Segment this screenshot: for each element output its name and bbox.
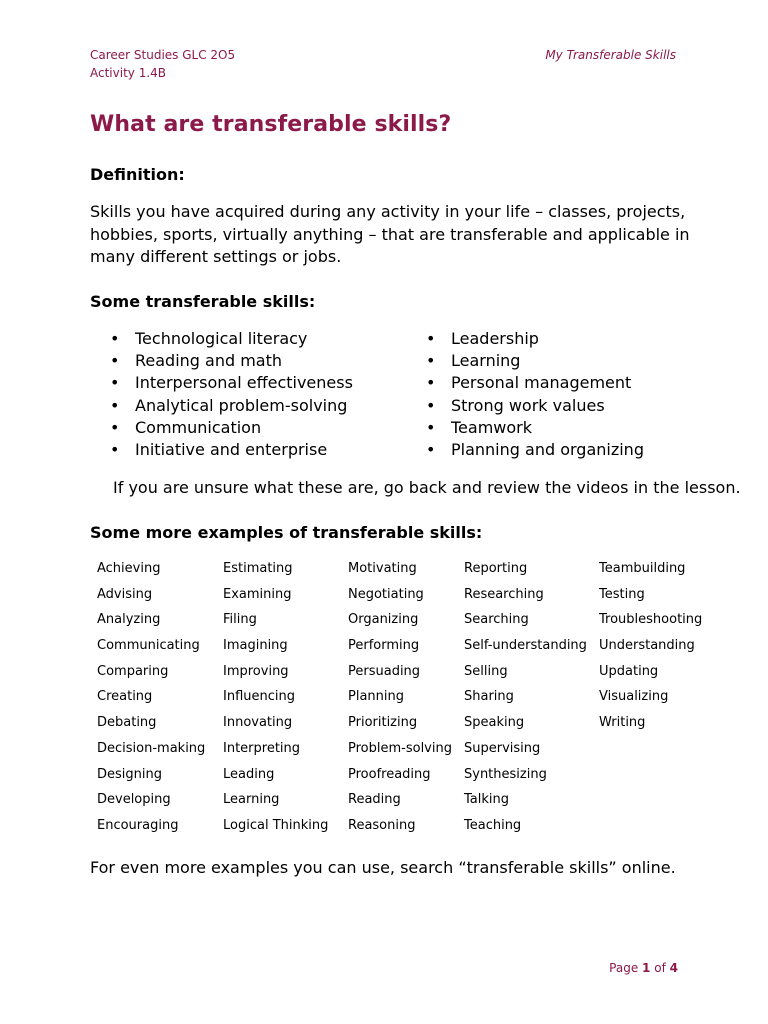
page-title: What are transferable skills? xyxy=(90,112,452,137)
example-skill: Logical Thinking xyxy=(223,817,329,833)
example-skill: Proofreading xyxy=(348,766,431,782)
list-item: • Learning xyxy=(426,351,521,371)
example-skill: Talking xyxy=(464,792,509,808)
example-skill: Decision-making xyxy=(97,740,206,756)
example-skill: Understanding xyxy=(599,638,695,654)
example-skill: Creating xyxy=(97,689,153,705)
current-page: 1 xyxy=(642,961,651,975)
example-skill: Testing xyxy=(599,586,645,602)
skills-list-right xyxy=(406,328,706,461)
example-skill: Debating xyxy=(97,715,157,731)
list-item: • Strong work values xyxy=(426,395,605,415)
example-skill: Advising xyxy=(97,586,153,602)
example-skill: Negotiating xyxy=(348,586,424,602)
example-skill: Self-understanding xyxy=(464,638,587,654)
example-skill: Interpreting xyxy=(223,740,301,756)
closing-note: For even more examples you can use, search “transferable skills” online. xyxy=(90,858,676,877)
example-skill: Imagining xyxy=(223,638,288,654)
example-skill: Encouraging xyxy=(97,817,179,833)
skills-list-left xyxy=(90,328,410,461)
example-skill: Analyzing xyxy=(97,612,161,628)
example-skill: Innovating xyxy=(223,715,293,731)
list-item: • Initiative and enterprise xyxy=(110,439,328,459)
example-skill: Selling xyxy=(464,663,508,679)
examples-column-1 xyxy=(97,556,205,839)
example-skill: Reading xyxy=(348,792,401,808)
example-skill: Prioritizing xyxy=(348,715,418,731)
total-pages: 4 xyxy=(669,961,678,975)
list-item: • Communication xyxy=(110,417,262,437)
example-skill: Performing xyxy=(348,638,420,654)
example-skill: Persuading xyxy=(348,663,421,679)
example-skill: Designing xyxy=(97,766,162,782)
more-examples-heading: Some more examples of transferable skills: xyxy=(90,523,483,542)
example-skill: Supervising xyxy=(464,740,541,756)
example-skill: Filing xyxy=(223,612,257,628)
page-word: Page xyxy=(609,961,639,975)
example-skill: Sharing xyxy=(464,689,514,705)
course-name: Career Studies GLC 2O5 xyxy=(90,48,236,62)
example-skill: Problem-solving xyxy=(348,740,452,756)
examples-column-4 xyxy=(464,556,587,839)
example-skill: Speaking xyxy=(464,715,525,731)
example-skill: Estimating xyxy=(223,561,293,576)
example-skill: Examining xyxy=(223,586,292,602)
document-title-header: My Transferable Skills xyxy=(545,48,676,62)
definition-text: Skills you have acquired during any activity in your life – classes, projects, hobbies, sports, virtually anything – that are transferable and applicable in many different settings or jobs. xyxy=(90,202,690,266)
activity-number: Activity 1.4B xyxy=(90,66,167,80)
list-item: • Analytical problem-solving xyxy=(110,395,348,415)
list-item: • Leadership xyxy=(426,329,539,348)
example-skill: Teambuilding xyxy=(599,561,686,576)
example-skill: Writing xyxy=(599,715,646,731)
page-number xyxy=(609,961,678,975)
example-skill: Planning xyxy=(348,689,404,705)
example-skill: Improving xyxy=(223,663,289,679)
list-item: • Planning and organizing xyxy=(426,439,644,459)
list-item: • Personal management xyxy=(426,373,632,393)
example-skill: Learning xyxy=(223,792,280,808)
of-word: of xyxy=(654,961,666,975)
definition-heading: Definition: xyxy=(90,165,185,184)
example-skill: Communicating xyxy=(97,638,200,654)
list-item: • Technological literacy xyxy=(110,329,308,348)
example-skill: Researching xyxy=(464,586,544,602)
course-header xyxy=(90,46,235,82)
example-skill: Updating xyxy=(599,663,659,679)
example-skill: Reasoning xyxy=(348,817,416,833)
example-skill: Troubleshooting xyxy=(599,612,703,628)
example-skill: Organizing xyxy=(348,612,419,628)
example-skill: Searching xyxy=(464,612,529,628)
list-item: • Interpersonal effectiveness xyxy=(110,373,353,393)
example-skill: Visualizing xyxy=(599,689,669,705)
example-skill: Reporting xyxy=(464,561,528,576)
example-skill: Comparing xyxy=(97,663,169,679)
example-skill: Developing xyxy=(97,792,171,808)
some-skills-heading: Some transferable skills: xyxy=(90,292,316,311)
example-skill: Teaching xyxy=(464,817,522,833)
review-note: If you are unsure what these are, go back and review the videos in the lesson. xyxy=(113,478,741,497)
example-skill: Leading xyxy=(223,766,275,782)
list-item: • Reading and math xyxy=(110,351,283,371)
example-skill: Motivating xyxy=(348,561,417,576)
example-skill: Synthesizing xyxy=(464,766,547,782)
list-item: • Teamwork xyxy=(426,417,533,437)
examples-column-5 xyxy=(599,556,702,736)
examples-column-3 xyxy=(348,556,452,839)
examples-column-2 xyxy=(223,556,328,839)
example-skill: Influencing xyxy=(223,689,295,705)
example-skill: Achieving xyxy=(97,561,161,576)
